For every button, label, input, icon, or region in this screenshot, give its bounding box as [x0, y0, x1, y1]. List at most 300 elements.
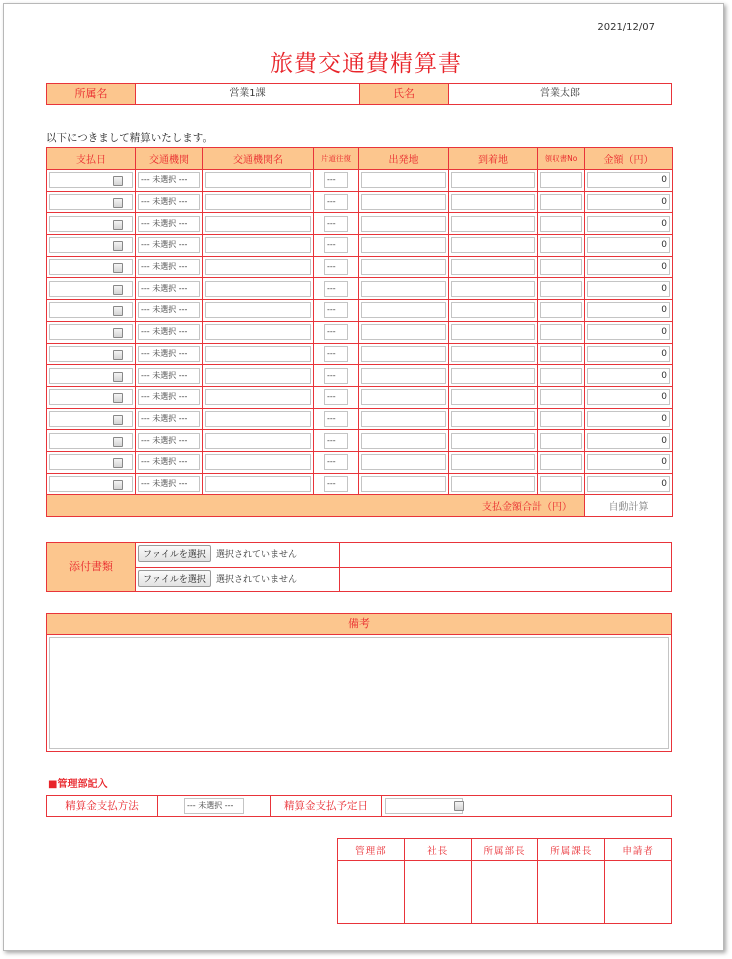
row-trip-select[interactable]: ---: [324, 324, 348, 340]
row-date-cell: [47, 256, 136, 278]
row-amount-cell: [585, 408, 673, 430]
calendar-icon[interactable]: [113, 198, 123, 208]
calendar-icon[interactable]: [113, 220, 123, 230]
row-receipt-cell: [538, 430, 585, 452]
row-transport-select[interactable]: --- 未選択 ---: [138, 237, 200, 253]
header-receipt-no: 領収書No: [538, 148, 585, 170]
table-row: [47, 300, 673, 322]
row-departure-cell: [359, 451, 449, 473]
row-receipt-input[interactable]: [540, 476, 582, 492]
row-amount-cell: [585, 191, 673, 213]
row-receipt-cell: [538, 278, 585, 300]
row-departure-cell: [359, 278, 449, 300]
row-arrival-cell: [449, 213, 538, 235]
row-transport-select[interactable]: --- 未選択 ---: [138, 216, 200, 232]
row-trip-select[interactable]: ---: [324, 172, 348, 188]
row-amount-cell: [585, 343, 673, 365]
row-transport-name-input[interactable]: [205, 476, 311, 492]
row-amount-cell: [585, 365, 673, 387]
table-row: [47, 430, 673, 452]
row-transport-select[interactable]: --- 未選択 ---: [138, 281, 200, 297]
row-transport-select[interactable]: --- 未選択 ---: [138, 302, 200, 318]
row-transport-name-cell: [203, 278, 314, 300]
row-departure-input[interactable]: [361, 216, 446, 232]
calendar-icon[interactable]: [113, 350, 123, 360]
payment-date-input[interactable]: [385, 798, 463, 814]
row-departure-input[interactable]: [361, 368, 446, 384]
row-arrival-cell: [449, 191, 538, 213]
row-transport-select[interactable]: --- 未選択 ---: [138, 259, 200, 275]
row-arrival-input[interactable]: [451, 454, 535, 470]
row-amount-input[interactable]: 0: [587, 281, 670, 297]
row-arrival-input[interactable]: [451, 216, 535, 232]
row-receipt-cell: [538, 343, 585, 365]
row-departure-input[interactable]: [361, 172, 446, 188]
row-arrival-input[interactable]: [451, 302, 535, 318]
row-transport-name-input[interactable]: [205, 237, 311, 253]
row-transport-name-cell: [203, 408, 314, 430]
row-trip-select[interactable]: ---: [324, 389, 348, 405]
row-date-cell: [47, 365, 136, 387]
calendar-icon[interactable]: [454, 801, 464, 811]
row-arrival-cell: [449, 321, 538, 343]
attachments-label: 添付書類: [46, 542, 136, 592]
row-transport-name-input[interactable]: [205, 281, 311, 297]
row-transport-cell: [136, 278, 203, 300]
row-receipt-input[interactable]: [540, 259, 582, 275]
row-amount-input[interactable]: 0: [587, 324, 670, 340]
row-transport-name-cell: [203, 191, 314, 213]
row-transport-cell: [136, 213, 203, 235]
document-date: 2021/12/07: [597, 22, 655, 33]
row-transport-name-cell: [203, 170, 314, 192]
approval-stamp-box[interactable]: [471, 861, 538, 924]
row-arrival-cell: [449, 386, 538, 408]
row-trip-cell: [314, 191, 359, 213]
row-transport-select[interactable]: --- 未選択 ---: [138, 368, 200, 384]
row-transport-name-input[interactable]: [205, 302, 311, 318]
row-arrival-input[interactable]: [451, 389, 535, 405]
row-transport-cell: [136, 408, 203, 430]
row-amount-cell: [585, 170, 673, 192]
row-trip-select[interactable]: ---: [324, 454, 348, 470]
row-arrival-cell: [449, 473, 538, 495]
table-row: [47, 278, 673, 300]
row-arrival-cell: [449, 300, 538, 322]
row-date-cell: [47, 213, 136, 235]
total-label: 支払金額合計（円）: [47, 495, 585, 517]
row-receipt-input[interactable]: [540, 324, 582, 340]
header-trip-type: 片道往復: [314, 148, 359, 170]
calendar-icon[interactable]: [113, 415, 123, 425]
row-date-input[interactable]: [49, 433, 133, 449]
row-amount-cell: [585, 451, 673, 473]
row-date-input[interactable]: [49, 324, 133, 340]
row-trip-cell: [314, 430, 359, 452]
row-trip-cell: [314, 408, 359, 430]
row-arrival-input[interactable]: [451, 237, 535, 253]
payment-date-label: 精算金支払予定日: [270, 795, 382, 817]
row-departure-input[interactable]: [361, 281, 446, 297]
row-transport-name-input[interactable]: [205, 194, 311, 210]
row-trip-cell: [314, 365, 359, 387]
row-date-cell: [47, 451, 136, 473]
row-arrival-input[interactable]: [451, 324, 535, 340]
remarks-box: [46, 634, 672, 752]
row-transport-cell: [136, 386, 203, 408]
row-trip-cell: [314, 256, 359, 278]
approval-stamp-box[interactable]: [605, 861, 672, 924]
row-date-cell: [47, 430, 136, 452]
row-date-input[interactable]: [49, 346, 133, 362]
approval-label: 所属部長: [471, 839, 538, 861]
row-transport-cell: [136, 170, 203, 192]
row-receipt-cell: [538, 300, 585, 322]
calendar-icon[interactable]: [113, 263, 123, 273]
row-transport-cell: [136, 256, 203, 278]
table-row: [47, 321, 673, 343]
row-departure-cell: [359, 365, 449, 387]
row-departure-input[interactable]: [361, 433, 446, 449]
row-receipt-input[interactable]: [540, 194, 582, 210]
row-trip-select[interactable]: ---: [324, 346, 348, 362]
row-receipt-cell: [538, 191, 585, 213]
approval-stamp-box[interactable]: [404, 861, 471, 924]
row-transport-cell: [136, 300, 203, 322]
row-transport-name-input[interactable]: [205, 411, 311, 427]
row-trip-cell: [314, 170, 359, 192]
row-date-input[interactable]: [49, 411, 133, 427]
row-arrival-input[interactable]: [451, 172, 535, 188]
row-departure-cell: [359, 213, 449, 235]
row-transport-name-cell: [203, 300, 314, 322]
row-arrival-cell: [449, 256, 538, 278]
row-transport-cell: [136, 343, 203, 365]
row-trip-cell: [314, 278, 359, 300]
calendar-icon[interactable]: [113, 372, 123, 382]
intro-text: 以下につきまして精算いたします。: [46, 132, 213, 144]
row-amount-input[interactable]: 0: [587, 172, 670, 188]
row-transport-select[interactable]: --- 未選択 ---: [138, 346, 200, 362]
row-trip-select[interactable]: ---: [324, 216, 348, 232]
file-select-button-1[interactable]: ファイルを選択: [138, 545, 211, 562]
row-date-input[interactable]: [49, 237, 133, 253]
row-date-cell: [47, 170, 136, 192]
row-date-input[interactable]: [49, 302, 133, 318]
row-date-cell: [47, 191, 136, 213]
approval-label: 管理部: [338, 839, 405, 861]
row-transport-name-cell: [203, 473, 314, 495]
table-header-row: [47, 148, 673, 170]
total-value: 自動計算: [585, 495, 673, 517]
row-trip-select[interactable]: ---: [324, 281, 348, 297]
row-amount-input[interactable]: 0: [587, 302, 670, 318]
row-departure-input[interactable]: [361, 259, 446, 275]
file-status-1: 選択されていません: [216, 550, 298, 560]
row-departure-input[interactable]: [361, 194, 446, 210]
row-departure-cell: [359, 235, 449, 257]
row-trip-select[interactable]: ---: [324, 476, 348, 492]
row-transport-cell: [136, 321, 203, 343]
row-departure-input[interactable]: [361, 324, 446, 340]
row-receipt-input[interactable]: [540, 411, 582, 427]
approval-label: 申請者: [605, 839, 672, 861]
row-transport-select[interactable]: --- 未選択 ---: [138, 324, 200, 340]
row-transport-name-input[interactable]: [205, 259, 311, 275]
row-receipt-input[interactable]: [540, 346, 582, 362]
row-amount-cell: [585, 473, 673, 495]
row-receipt-cell: [538, 235, 585, 257]
document-title: 旅費交通費精算書: [270, 51, 462, 77]
row-transport-name-cell: [203, 386, 314, 408]
table-row: [47, 213, 673, 235]
calendar-icon[interactable]: [113, 241, 123, 251]
row-arrival-input[interactable]: [451, 476, 535, 492]
approval-label: 所属課長: [538, 839, 605, 861]
admin-section-title: ■管理部記入: [48, 779, 108, 790]
payment-date-cell: [381, 795, 672, 817]
row-transport-select[interactable]: --- 未選択 ---: [138, 433, 200, 449]
row-receipt-cell: [538, 473, 585, 495]
row-transport-name-cell: [203, 256, 314, 278]
row-departure-cell: [359, 473, 449, 495]
row-transport-select[interactable]: --- 未選択 ---: [138, 194, 200, 210]
row-departure-cell: [359, 343, 449, 365]
row-date-cell: [47, 386, 136, 408]
row-receipt-input[interactable]: [540, 433, 582, 449]
row-transport-name-input[interactable]: [205, 216, 311, 232]
row-receipt-input[interactable]: [540, 302, 582, 318]
calendar-icon[interactable]: [113, 437, 123, 447]
row-date-cell: [47, 408, 136, 430]
row-receipt-cell: [538, 256, 585, 278]
row-trip-select[interactable]: ---: [324, 259, 348, 275]
table-row: [47, 451, 673, 473]
row-amount-cell: [585, 430, 673, 452]
approval-stamp-box[interactable]: [338, 861, 405, 924]
row-arrival-cell: [449, 278, 538, 300]
row-amount-input[interactable]: 0: [587, 368, 670, 384]
file-select-button-2[interactable]: ファイルを選択: [138, 570, 211, 587]
row-amount-cell: [585, 321, 673, 343]
row-date-input[interactable]: [49, 454, 133, 470]
calendar-icon[interactable]: [113, 285, 123, 295]
row-amount-input[interactable]: 0: [587, 216, 670, 232]
table-row: [47, 365, 673, 387]
row-arrival-input[interactable]: [451, 368, 535, 384]
table-row: [47, 473, 673, 495]
row-departure-cell: [359, 170, 449, 192]
row-transport-name-input[interactable]: [205, 368, 311, 384]
row-receipt-input[interactable]: [540, 237, 582, 253]
row-trip-select[interactable]: ---: [324, 302, 348, 318]
row-departure-input[interactable]: [361, 476, 446, 492]
row-arrival-input[interactable]: [451, 259, 535, 275]
row-trip-select[interactable]: ---: [324, 237, 348, 253]
row-trip-cell: [314, 451, 359, 473]
row-transport-name-cell: [203, 430, 314, 452]
row-departure-cell: [359, 386, 449, 408]
row-amount-input[interactable]: 0: [587, 411, 670, 427]
row-date-cell: [47, 473, 136, 495]
row-amount-cell: [585, 256, 673, 278]
row-receipt-cell: [538, 451, 585, 473]
approval-table: [337, 838, 672, 924]
row-transport-cell: [136, 451, 203, 473]
table-row: [47, 408, 673, 430]
row-departure-input[interactable]: [361, 389, 446, 405]
name-value[interactable]: 営業太郎: [448, 83, 672, 105]
row-arrival-input[interactable]: [451, 411, 535, 427]
row-transport-name-cell: [203, 451, 314, 473]
row-transport-name-input[interactable]: [205, 433, 311, 449]
row-trip-cell: [314, 321, 359, 343]
row-departure-cell: [359, 191, 449, 213]
table-row: [47, 386, 673, 408]
row-transport-name-cell: [203, 365, 314, 387]
row-date-input[interactable]: [49, 172, 133, 188]
row-departure-input[interactable]: [361, 237, 446, 253]
row-departure-input[interactable]: [361, 346, 446, 362]
row-transport-select[interactable]: --- 未選択 ---: [138, 172, 200, 188]
row-amount-input[interactable]: 0: [587, 346, 670, 362]
header-departure: 出発地: [359, 148, 449, 170]
row-departure-cell: [359, 408, 449, 430]
row-departure-input[interactable]: [361, 454, 446, 470]
row-date-cell: [47, 278, 136, 300]
row-trip-cell: [314, 300, 359, 322]
row-trip-cell: [314, 473, 359, 495]
row-date-input[interactable]: [49, 216, 133, 232]
row-amount-input[interactable]: 0: [587, 454, 670, 470]
row-arrival-input[interactable]: [451, 346, 535, 362]
header-transport: 交通機関: [136, 148, 203, 170]
row-transport-name-cell: [203, 343, 314, 365]
row-transport-select[interactable]: --- 未選択 ---: [138, 411, 200, 427]
table-row: [47, 343, 673, 365]
header-amount: 金額（円）: [585, 148, 673, 170]
header-arrival: 到着地: [449, 148, 538, 170]
table-row: [47, 191, 673, 213]
row-amount-input[interactable]: 0: [587, 237, 670, 253]
row-transport-name-input[interactable]: [205, 346, 311, 362]
calendar-icon[interactable]: [113, 458, 123, 468]
row-receipt-cell: [538, 170, 585, 192]
row-amount-cell: [585, 300, 673, 322]
payment-method-cell: [157, 795, 271, 817]
attachment-row-2-extra: [339, 567, 672, 592]
name-label: 氏名: [359, 83, 449, 105]
row-arrival-cell: [449, 451, 538, 473]
row-amount-input[interactable]: 0: [587, 389, 670, 405]
row-date-cell: [47, 321, 136, 343]
row-arrival-cell: [449, 430, 538, 452]
calendar-icon[interactable]: [113, 306, 123, 316]
row-receipt-input[interactable]: [540, 281, 582, 297]
remarks-label: 備考: [46, 613, 672, 635]
department-value[interactable]: 営業1課: [135, 83, 360, 105]
row-amount-input[interactable]: 0: [587, 476, 670, 492]
row-trip-cell: [314, 386, 359, 408]
payment-method-select[interactable]: --- 未選択 ---: [184, 798, 244, 814]
row-transport-cell: [136, 365, 203, 387]
row-arrival-input[interactable]: [451, 433, 535, 449]
attachment-row-2: [135, 567, 340, 592]
row-trip-select[interactable]: ---: [324, 433, 348, 449]
calendar-icon[interactable]: [113, 480, 123, 490]
row-trip-cell: [314, 235, 359, 257]
row-trip-select[interactable]: ---: [324, 194, 348, 210]
row-amount-cell: [585, 235, 673, 257]
row-transport-name-cell: [203, 321, 314, 343]
row-receipt-input[interactable]: [540, 389, 582, 405]
calendar-icon[interactable]: [113, 176, 123, 186]
row-transport-name-input[interactable]: [205, 454, 311, 470]
row-amount-input[interactable]: 0: [587, 194, 670, 210]
row-departure-input[interactable]: [361, 411, 446, 427]
row-transport-name-input[interactable]: [205, 389, 311, 405]
row-transport-select[interactable]: --- 未選択 ---: [138, 476, 200, 492]
department-label: 所属名: [46, 83, 136, 105]
row-amount-input[interactable]: 0: [587, 433, 670, 449]
row-arrival-input[interactable]: [451, 194, 535, 210]
row-receipt-input[interactable]: [540, 368, 582, 384]
row-date-input[interactable]: [49, 259, 133, 275]
row-trip-select[interactable]: ---: [324, 368, 348, 384]
row-receipt-cell: [538, 321, 585, 343]
row-departure-cell: [359, 300, 449, 322]
row-date-input[interactable]: [49, 194, 133, 210]
row-transport-cell: [136, 430, 203, 452]
row-transport-select[interactable]: --- 未選択 ---: [138, 389, 200, 405]
calendar-icon[interactable]: [113, 328, 123, 338]
row-departure-input[interactable]: [361, 302, 446, 318]
row-departure-cell: [359, 256, 449, 278]
attachment-row-1: [135, 542, 340, 568]
table-row: [47, 170, 673, 192]
attachment-row-1-extra: [339, 542, 672, 568]
file-status-2: 選択されていません: [216, 575, 298, 585]
row-transport-name-input[interactable]: [205, 324, 311, 340]
row-amount-cell: [585, 386, 673, 408]
row-trip-select[interactable]: ---: [324, 411, 348, 427]
row-departure-cell: [359, 430, 449, 452]
row-date-input[interactable]: [49, 389, 133, 405]
header-transport-name: 交通機関名: [203, 148, 314, 170]
row-receipt-input[interactable]: [540, 172, 582, 188]
row-arrival-input[interactable]: [451, 281, 535, 297]
row-date-input[interactable]: [49, 281, 133, 297]
row-transport-select[interactable]: --- 未選択 ---: [138, 454, 200, 470]
row-date-input[interactable]: [49, 368, 133, 384]
row-amount-input[interactable]: 0: [587, 259, 670, 275]
expense-table: [46, 147, 673, 517]
approval-stamp-box[interactable]: [538, 861, 605, 924]
row-receipt-input[interactable]: [540, 216, 582, 232]
header-date: 支払日: [47, 148, 136, 170]
row-transport-cell: [136, 191, 203, 213]
row-date-cell: [47, 300, 136, 322]
calendar-icon[interactable]: [113, 393, 123, 403]
remarks-textarea[interactable]: [49, 637, 669, 749]
approval-label: 社長: [404, 839, 471, 861]
row-transport-name-cell: [203, 235, 314, 257]
row-date-input[interactable]: [49, 476, 133, 492]
row-trip-cell: [314, 213, 359, 235]
row-receipt-input[interactable]: [540, 454, 582, 470]
row-amount-cell: [585, 278, 673, 300]
row-transport-name-input[interactable]: [205, 172, 311, 188]
